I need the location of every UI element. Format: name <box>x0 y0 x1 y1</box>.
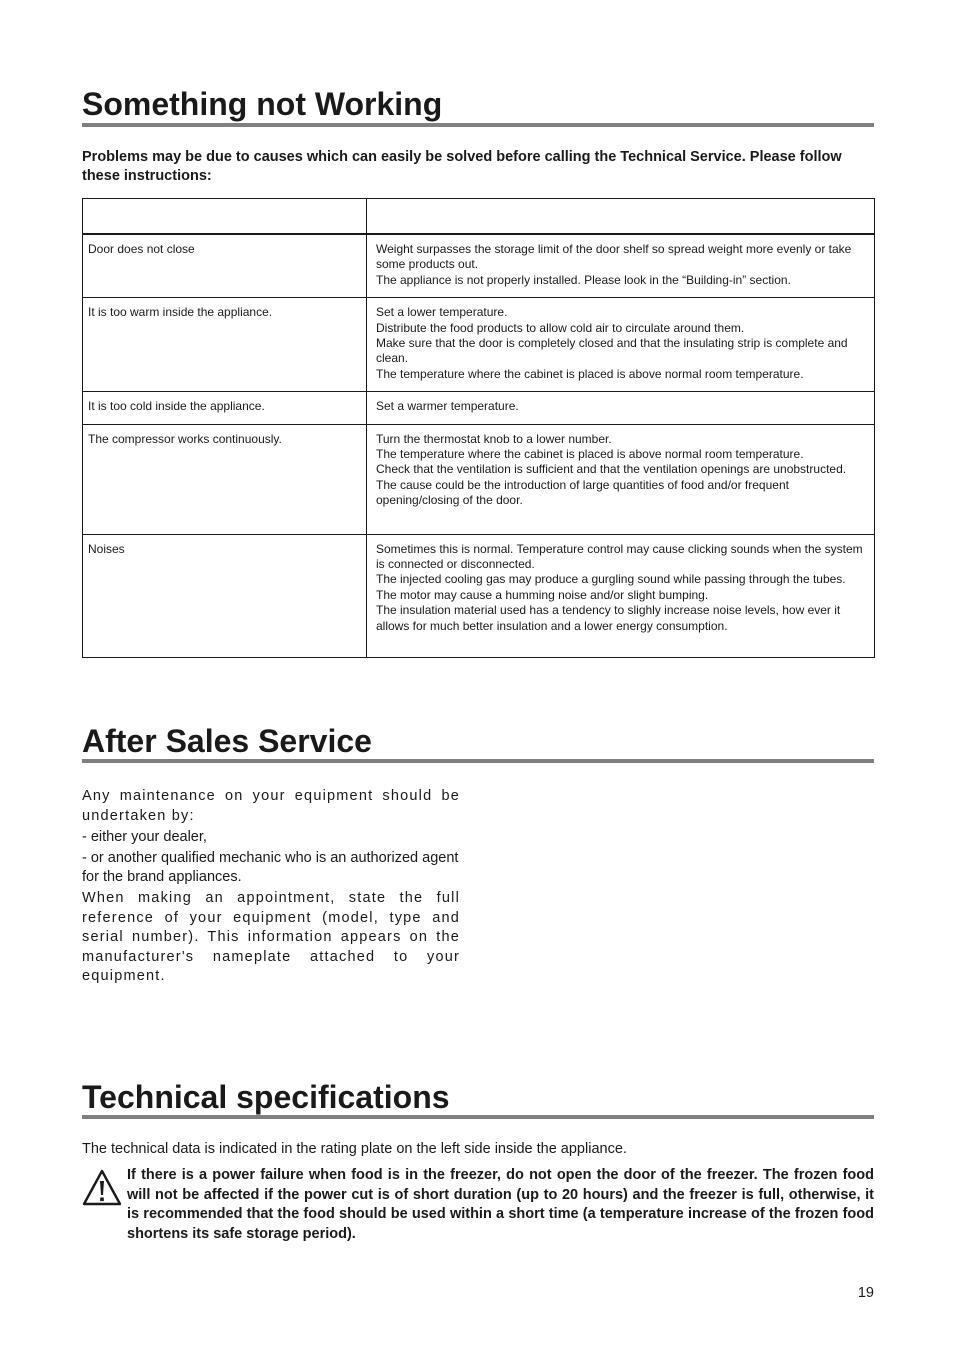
troubleshooting-intro: Problems may be due to causes which can easily be solved before calling the Technical Service. Please follow these instructions: <box>82 149 842 184</box>
problem-cell: The compressor works continuously. <box>83 424 367 534</box>
problem-cell: Noises <box>83 534 367 657</box>
solution-line: The motor may cause a humming noise and/or slight bumping. <box>376 587 709 602</box>
solution-line: Set a warmer temperature. <box>376 399 519 414</box>
table-header-problem <box>83 199 367 235</box>
solution-line: The insulation material used has a tendency to slighly increase noise levels, how ever it allows for much better insulation and a lower energy consumption. <box>376 603 841 633</box>
table-row <box>83 534 875 657</box>
solution-line: The cause could be the introduction of large quantities of food and/or frequent opening/closing of the door. <box>376 477 789 508</box>
after-sales-paragraph: - or another qualified mechanic who is an authorized agent for the brand appliances. <box>82 849 459 885</box>
table-row <box>83 392 875 424</box>
technical-specifications-text: The technical data is indicated in the rating plate on the left side inside the appliance. <box>82 1141 627 1157</box>
after-sales-text <box>82 787 460 988</box>
solution-line: Turn the thermostat knob to a lower number. <box>376 431 612 446</box>
table-row <box>83 298 875 392</box>
title-rule <box>82 759 874 763</box>
troubleshooting-table <box>82 198 875 658</box>
solution-line: Weight surpasses the storage limit of the door shelf so spread weight more evenly or take some products out. <box>376 242 852 272</box>
table-header-solution <box>367 199 875 235</box>
page-number: 19 <box>857 1285 874 1301</box>
after-sales-paragraph: When making an appointment, state the full reference of your equipment (model, type and serial number). This information appears on the manufacturer's nameplate attached to your equipment. <box>82 890 460 984</box>
solution-cell <box>367 534 875 657</box>
table-header-row <box>83 199 875 235</box>
solution-line: Set a lower temperature. <box>376 305 508 320</box>
warning-triangle-icon <box>82 1168 122 1208</box>
solution-cell <box>367 298 875 392</box>
solution-line: The temperature where the cabinet is placed is above normal room temperature. <box>376 447 804 462</box>
table-row <box>83 234 875 298</box>
section-title-troubleshooting: Something not Working <box>82 86 443 122</box>
solution-line: Check that the ventilation is sufficient and that the ventilation openings are unobstructed. <box>376 462 847 477</box>
solution-line: The injected cooling gas may produce a gurgling sound while passing through the tubes. <box>376 572 846 587</box>
solution-line: Distribute the food products to allow cold air to circulate around them. <box>376 320 745 335</box>
power-failure-warning <box>82 1166 874 1246</box>
solution-line: The temperature where the cabinet is placed is above normal room temperature. <box>376 366 804 381</box>
problem-cell: Door does not close <box>83 234 367 298</box>
table-row <box>83 424 875 534</box>
section-title-after-sales: After Sales Service <box>82 723 372 759</box>
solution-cell <box>367 424 875 534</box>
title-rule <box>82 1115 874 1119</box>
title-rule <box>82 123 874 127</box>
problem-cell: It is too warm inside the appliance. <box>83 298 367 392</box>
section-title-technical-specifications: Technical specifications <box>82 1079 450 1115</box>
after-sales-paragraph: Any maintenance on your equipment should be undertaken by: <box>82 788 460 824</box>
after-sales-paragraph: - either your dealer, <box>82 828 207 845</box>
solution-line: Make sure that the door is completely closed and that the insulating strip is complete and clean. <box>376 336 848 366</box>
warning-text: If there is a power failure when food is in the freezer, do not open the door of the freezer. The frozen food will not be affected if the power cut is of short duration (up to 20 hours) and the freezer is full, otherwise, it is recommended that the food should be used within a short time (a temperature increase of the frozen food shortens its safe storage period). <box>127 1167 874 1242</box>
solution-cell <box>367 392 875 424</box>
solution-line: Sometimes this is normal. Temperature control may cause clicking sounds when the system is connected or disconnected. <box>376 541 863 572</box>
problem-cell: It is too cold inside the appliance. <box>83 392 367 424</box>
solution-cell <box>367 234 875 298</box>
solution-line: The appliance is not properly installed. Please look in the “Building-in” section. <box>376 272 791 287</box>
